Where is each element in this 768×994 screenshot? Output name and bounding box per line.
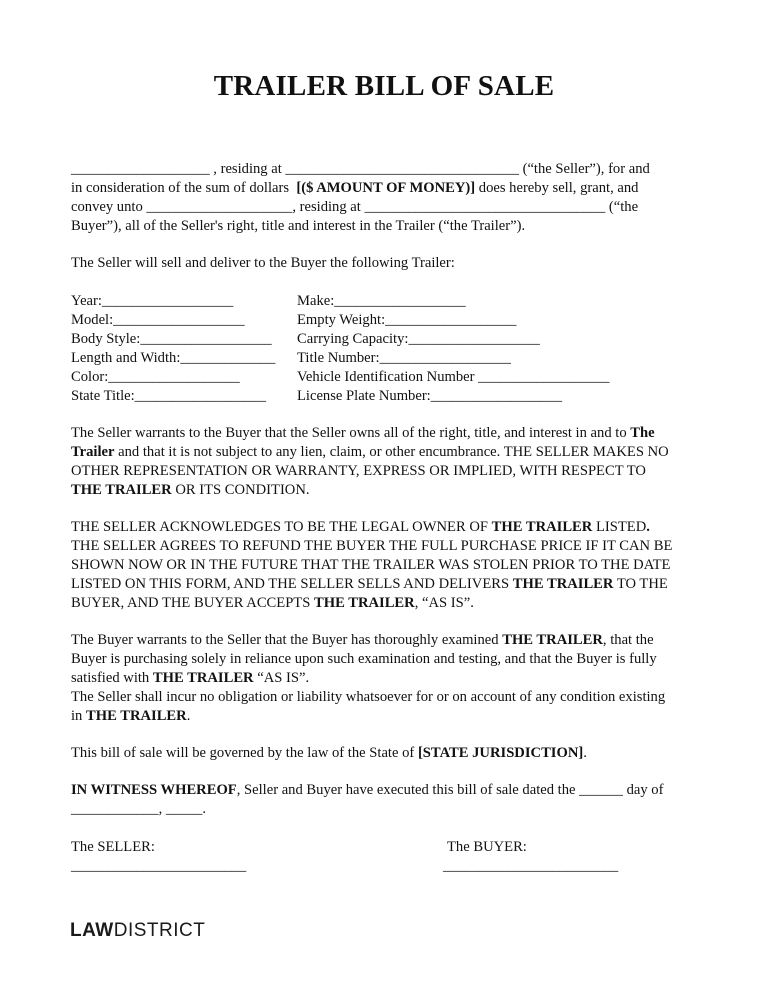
seller-signature-line: ________________________ xyxy=(71,858,247,874)
text: LISTED ON THIS FORM, AND THE SELLER SELLS AND DELIVERS xyxy=(71,576,513,592)
trailer-intro: The Seller will sell and deliver to the Buyer the following Trailer: xyxy=(71,255,455,271)
bold-text: THE TRAILER xyxy=(491,519,593,535)
text: THE SELLER AGREES TO REFUND THE BUYER THE FULL PURCHASE PRICE IF IT CAN BE xyxy=(71,538,673,554)
text: The Seller shall incur no obligation or liability whatsoever for or on account of any condition existing xyxy=(71,689,666,705)
text: This bill of sale will be governed by the law of the State of xyxy=(71,745,418,761)
text: . xyxy=(583,745,587,761)
bold-text: IN WITNESS WHEREOF xyxy=(71,782,237,798)
field-vin: Vehicle Identification Number __________________ xyxy=(297,369,610,385)
para1-line4 xyxy=(71,217,525,236)
field-empty-weight: Empty Weight:__________________ xyxy=(297,312,517,328)
para4-line3 xyxy=(71,556,670,575)
field-body-style: Body Style:__________________ xyxy=(71,331,272,347)
field-model: Model:__________________ xyxy=(71,312,245,328)
field-title-number: Title Number:__________________ xyxy=(297,350,511,366)
para3-line4 xyxy=(71,481,310,500)
text: Buyer is purchasing solely in reliance upon such examination and testing, and that the Buyer is fully xyxy=(71,651,657,667)
text: , Seller and Buyer have executed this bill of sale dated the ______ day of xyxy=(236,782,664,798)
text: BUYER, AND THE BUYER ACCEPTS xyxy=(71,595,314,611)
text: satisfied with xyxy=(71,670,153,686)
text: THE SELLER ACKNOWLEDGES TO BE THE LEGAL OWNER OF xyxy=(71,519,492,535)
text: , that the xyxy=(602,632,654,648)
bold-text: The xyxy=(630,425,655,441)
text: OTHER REPRESENTATION OR WARRANTY, EXPRESS OR IMPLIED, WITH RESPECT TO xyxy=(71,463,646,479)
seller-signature-label: The SELLER: xyxy=(71,839,155,855)
text: The Seller warrants to the Buyer that the Seller owns all of the right, title, and interest in and to xyxy=(71,425,631,441)
field-make: Make:__________________ xyxy=(297,293,466,309)
text: ___________________ , residing at ________________________________ (“the Seller”), for and xyxy=(71,161,650,177)
text: ____________, _____. xyxy=(71,801,206,817)
text: does hereby sell, grant, and xyxy=(475,180,639,196)
para5-line2 xyxy=(71,650,657,669)
text: The Buyer warrants to the Seller that the Buyer has thoroughly examined xyxy=(71,632,503,648)
bold-text: THE TRAILER xyxy=(86,708,187,724)
para1-line2 xyxy=(71,179,638,198)
amount-placeholder: [($ AMOUNT OF MONEY)] xyxy=(296,180,476,196)
field-carrying-capacity: Carrying Capacity:__________________ xyxy=(297,331,540,347)
para1-line3 xyxy=(71,198,638,217)
para5-line4 xyxy=(71,688,665,707)
text: in xyxy=(71,708,86,724)
para3-line1 xyxy=(71,424,655,443)
bold-text: THE TRAILER xyxy=(314,595,415,611)
state-jurisdiction-placeholder: [STATE JURISDICTION] xyxy=(417,745,584,761)
lawdistrict-logo xyxy=(70,920,205,942)
bold-text: THE TRAILER xyxy=(512,576,614,592)
text: LISTED xyxy=(592,519,647,535)
text: in consideration of the sum of dollars xyxy=(71,180,297,196)
text: TO THE xyxy=(613,576,668,592)
witness-line2 xyxy=(71,800,206,819)
bold-text: THE TRAILER xyxy=(502,632,603,648)
text: and that it is not subject to any lien, claim, or other encumbrance. THE SELLER MAKES NO xyxy=(114,444,669,460)
text: . xyxy=(186,708,191,724)
text: convey unto ____________________, residing at _________________________________ (“the xyxy=(71,199,639,215)
para3-line2 xyxy=(71,443,669,462)
para3-line3 xyxy=(71,462,646,481)
para1-line1 xyxy=(71,160,650,179)
para4-line4 xyxy=(71,575,668,594)
logo-district: DISTRICT xyxy=(113,920,206,941)
text: SHOWN NOW OR IN THE FUTURE THAT THE TRAILER WAS STOLEN PRIOR TO THE DATE xyxy=(71,557,671,573)
bold-text: . xyxy=(646,519,650,535)
field-license-plate: License Plate Number:__________________ xyxy=(297,388,563,404)
para5-line1 xyxy=(71,631,654,650)
buyer-signature-line: ________________________ xyxy=(443,858,619,874)
para4-line1 xyxy=(71,518,650,537)
para5-line3 xyxy=(71,669,309,688)
buyer-signature-label: The BUYER: xyxy=(447,839,527,855)
text: “AS IS”. xyxy=(253,670,310,686)
text: , “AS IS”. xyxy=(414,595,474,611)
field-color: Color:__________________ xyxy=(71,369,240,385)
field-year: Year:__________________ xyxy=(71,293,234,309)
bold-text: THE TRAILER xyxy=(71,482,172,498)
text: Buyer”), all of the Seller's right, title and interest in the Trailer (“the Trailer”). xyxy=(71,218,526,234)
text: OR ITS CONDITION. xyxy=(171,482,310,498)
document-title: TRAILER BILL OF SALE xyxy=(213,70,555,102)
para4-line2 xyxy=(71,537,672,556)
para4-line5 xyxy=(71,594,474,613)
governing-law-line xyxy=(71,744,587,763)
witness-line1 xyxy=(71,781,663,800)
field-state-title: State Title:__________________ xyxy=(71,388,267,404)
bold-text: Trailer xyxy=(71,444,115,460)
field-length-width: Length and Width:_____________ xyxy=(71,350,276,366)
para5-line5 xyxy=(71,707,190,726)
logo-law: LAW xyxy=(70,920,114,941)
bold-text: THE TRAILER xyxy=(152,670,254,686)
